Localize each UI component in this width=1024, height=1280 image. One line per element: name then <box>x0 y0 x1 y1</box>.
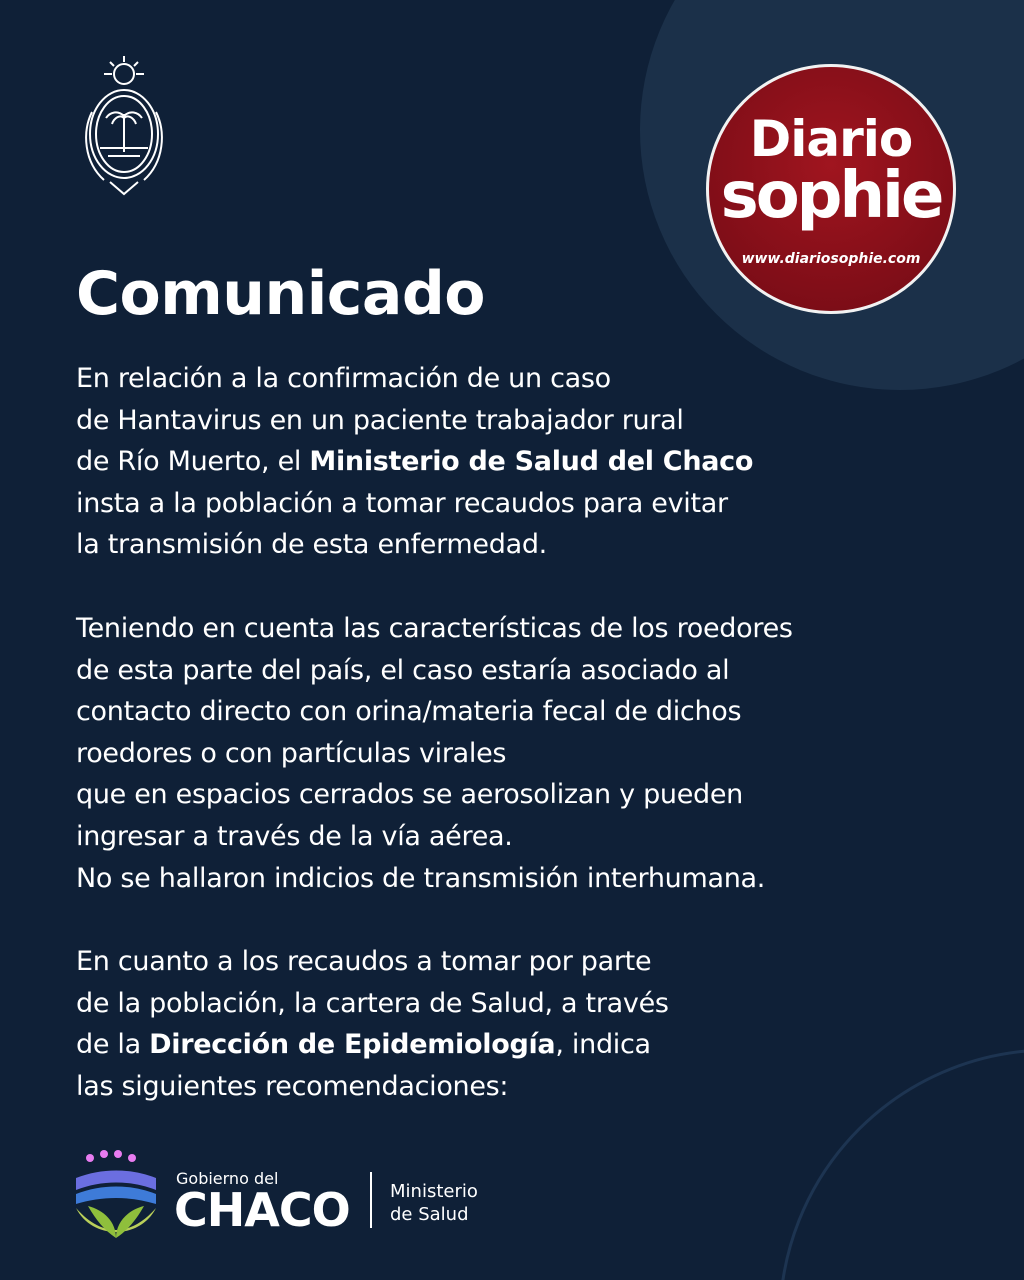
ministerio-de-salud-label <box>390 1180 478 1226</box>
chaco-wordmark: CHACO <box>174 1183 350 1237</box>
body-text: , indica <box>555 1029 651 1061</box>
body-text: de la población, la cartera de Salud, a través <box>76 987 669 1019</box>
footer-logos <box>72 1150 572 1250</box>
body-text: la transmisión de esta enfermedad. <box>76 529 547 561</box>
body-text: roedores o con partículas virales <box>76 737 507 769</box>
body-text: de esta parte del país, el caso estaría asociado al <box>76 654 730 686</box>
paragraph-line <box>76 608 976 650</box>
paragraph <box>76 608 976 899</box>
badge-url-label: www.diariosophie.com <box>741 251 921 267</box>
provincial-seal-icon <box>74 52 174 202</box>
body-text: En cuanto a los recaudos a tomar por parte <box>76 946 652 978</box>
paragraph-line <box>76 941 976 983</box>
paragraph <box>76 358 976 566</box>
body-text: Teniendo en cuenta las características de los roedores <box>76 612 793 644</box>
body-text: contacto directo con orina/materia fecal de dichos <box>76 696 742 728</box>
paragraph-line <box>76 774 976 816</box>
paragraph <box>76 941 976 1107</box>
paragraph-line <box>76 650 976 692</box>
bold-text: Dirección de Epidemiología <box>149 1029 556 1061</box>
bold-text: Ministerio de Salud del Chaco <box>309 446 754 478</box>
body-text: que en espacios cerrados se aerosolizan y pueden <box>76 779 743 811</box>
body-text: ingresar a través de la vía aérea. <box>76 820 513 852</box>
page-title: Comunicado <box>76 259 485 329</box>
paragraph-line <box>76 733 976 775</box>
paragraph-line <box>76 483 976 525</box>
body-text: No se hallaron indicios de transmisión interhumana. <box>76 862 766 894</box>
badge-diario-label: Diario <box>749 110 913 168</box>
body-text: de Río Muerto, el <box>76 446 310 478</box>
body-text: insta a la población a tomar recaudos para evitar <box>76 487 728 519</box>
paragraph-line <box>76 358 976 400</box>
paragraph-line <box>76 524 976 566</box>
ministerio-line: Ministerio <box>390 1181 478 1202</box>
diario-sophie-badge <box>706 64 956 314</box>
communique-body <box>76 358 976 1150</box>
paragraph-line <box>76 816 976 858</box>
body-text: En relación a la confirmación de un caso <box>76 363 611 394</box>
paragraph-line <box>76 441 976 483</box>
paragraph-line <box>76 1024 976 1066</box>
body-text: de la <box>76 1029 150 1061</box>
gobierno-chaco-logo-icon <box>72 1150 160 1246</box>
paragraph-line <box>76 983 976 1025</box>
body-text: las siguientes recomendaciones: <box>76 1070 509 1102</box>
paragraph-line <box>76 691 976 733</box>
paragraph-line <box>76 858 976 900</box>
body-text: de Hantavirus en un paciente trabajador rural <box>76 404 684 436</box>
gobierno-del-label: Gobierno del <box>176 1169 279 1188</box>
footer-divider <box>370 1172 372 1228</box>
badge-sophie-label: sophie <box>720 159 942 233</box>
paragraph-line <box>76 400 976 442</box>
de-salud-line: de Salud <box>390 1204 469 1225</box>
paragraph-line <box>76 1066 976 1108</box>
